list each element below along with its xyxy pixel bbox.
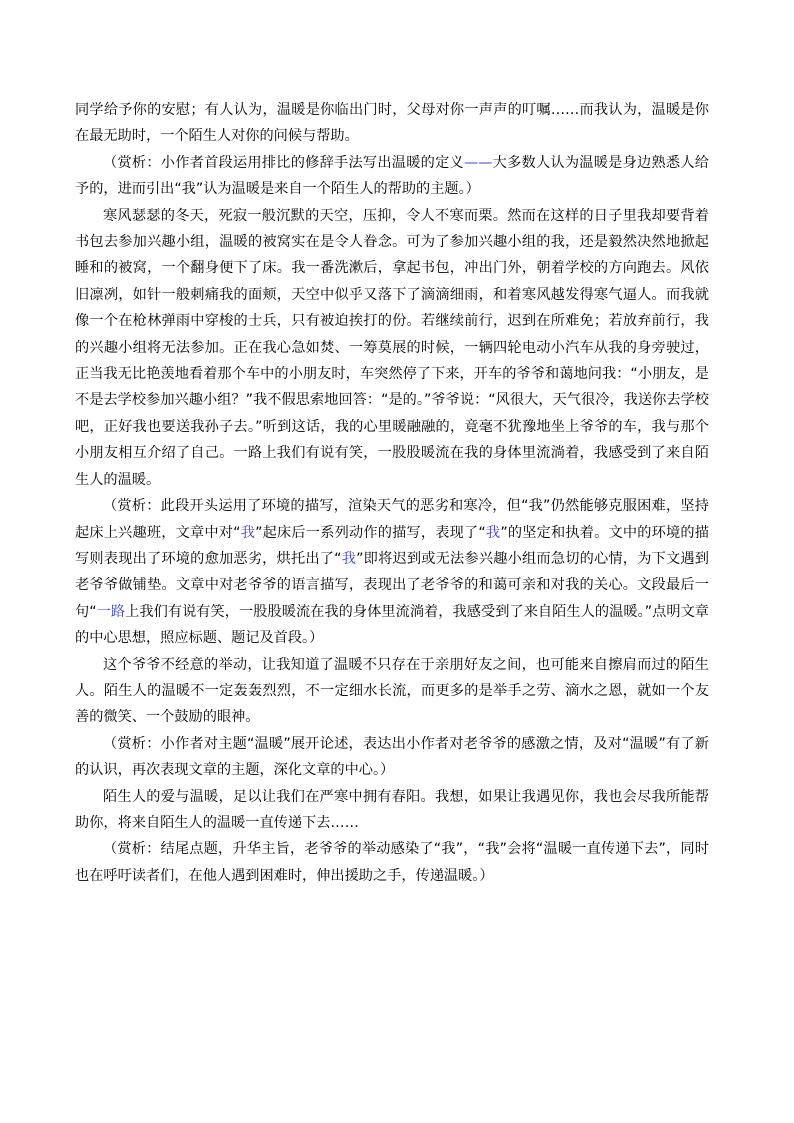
commentary-paragraph: [75, 493, 709, 651]
text-segment: 我: [341, 550, 357, 567]
essay-paragraph: [75, 784, 709, 837]
text-segment: 我: [240, 524, 256, 541]
text-segment: 同学给予你的安慰；有人认为，温暖是你临出门时，父母对你一声声的叮嘱……而我认为，温暖是你在最无助时，一个陌生人对你的问候与帮助。: [75, 102, 709, 145]
text-segment: ”即将迟到或无法参兴趣小组而急切的心情，为下文遇到老爷爷做铺垫。文章中对老爷爷的语言描写，表现出了老爷爷的和蔼可亲和对我的关心。文段最后一句“: [75, 550, 709, 620]
text-segment: 寒风瑟瑟的冬天，死寂一般沉默的天空，压抑，令人不寒而栗。然而在这样的日子里我却要背着书包去参加兴趣小组，温暖的被窝实在是令人眷念。可为了参加兴趣小组的我，还是毅然决然地掀起睡和的被窝，一个翻身便下了床。我一番洗漱后，拿起书包，冲出门外，朝着学校的方向跑去。风依旧凛冽，如针一般刺痛我的面颊，天空中似乎又落下了滴滴细雨，和着寒风越发得寒气逼人。而我就像一个在枪林弹雨中穿梭的士兵，只有被迫挨打的份。若继续前行，迟到在所难免；若放弃前行，我的兴趣小组将无法参加。正在我心急如焚、一筹莫展的时候，一辆四轮电动小汽车从我的身旁驶过，正当我无比艳羡地看着那个车中的小朋友时，车突然停了下来，开车的爷爷和蔼地问我：“小朋友，是不是去学校参加兴趣小组？”我不假思索地回答：“是的。”爷爷说：“风很大，天气很冷，我送你去学校吧，正好我也要送我孙子去。”听到这话，我的心里暖融融的，竟毫不犹豫地坐上爷爷的车，我与那个小朋友相互介绍了自己。一路上我们有说有笑，一股股暖流在我的身体里流淌着，我感受到了来自陌生人的温暖。: [75, 207, 709, 488]
commentary-paragraph: [75, 150, 709, 203]
text-segment: ”的坚定和执着。文中的环境的描写则表现出了环境的愈加恶劣，烘托出了“: [75, 524, 709, 567]
commentary-paragraph: [75, 836, 709, 889]
text-segment: （赏析：小作者首段运用排比的修辞手法写出温暖的定义: [103, 154, 464, 171]
essay-paragraph: [75, 203, 709, 493]
text-segment: （赏析：小作者对主题“温暖”展开论述，表达出小作者对老爷爷的感激之情，及对“温暖”有了新的认识，再次表现文章的主题，深化文章的中心。）: [75, 735, 709, 779]
text-segment: ——: [464, 154, 493, 171]
document-body: [75, 97, 709, 889]
text-segment: ”起床后一系列动作的描写，表现了“: [255, 524, 486, 541]
text-segment: 陌生人的爱与温暖，足以让我们在严寒中拥有春阳。我想，如果让我遇见你，我也会尽我所能帮助你，将来自陌生人的温暖一直传递下去……: [75, 788, 709, 831]
text-segment: 我: [485, 524, 501, 541]
text-segment: 大多数人认为温暖是身边熟悉人给予的，进而引出“我”认为温暖是来自一个陌生人的帮助的主题。）: [75, 154, 709, 198]
text-segment: 上我们有说有笑，一股股暖流在我的身体里流淌着，我感受到了来自陌生人的温暖。”点明文章的中心思想，照应标题、题记及首段。）: [75, 603, 709, 647]
essay-paragraph: [75, 652, 709, 731]
text-segment: （赏析：此段开头运用了环境的描写，渲染天气的恶劣和寒冷，但“我”仍然能够克服困难，坚持起床上兴趣班，文章中对“: [75, 498, 709, 541]
commentary-paragraph: [75, 731, 709, 784]
text-segment: （赏析：结尾点题，升华主旨，老爷爷的举动感染了“我”，“我”会将“温暖一直传递下去”，同时也在呼吁读者们，在他人遇到困难时，伸出援助之手，传递温暖。）: [75, 841, 709, 884]
essay-paragraph: [75, 97, 709, 150]
text-segment: 一路: [96, 603, 126, 620]
text-segment: 这个爷爷不经意的举动，让我知道了温暖不只存在于亲朋好友之间，也可能来自擦肩而过的陌生人。陌生人的温暖不一定轰轰烈烈，不一定细水长流，而更多的是举手之劳、滴水之恩，就如一个友善的微笑、一个鼓励的眼神。: [75, 656, 709, 726]
